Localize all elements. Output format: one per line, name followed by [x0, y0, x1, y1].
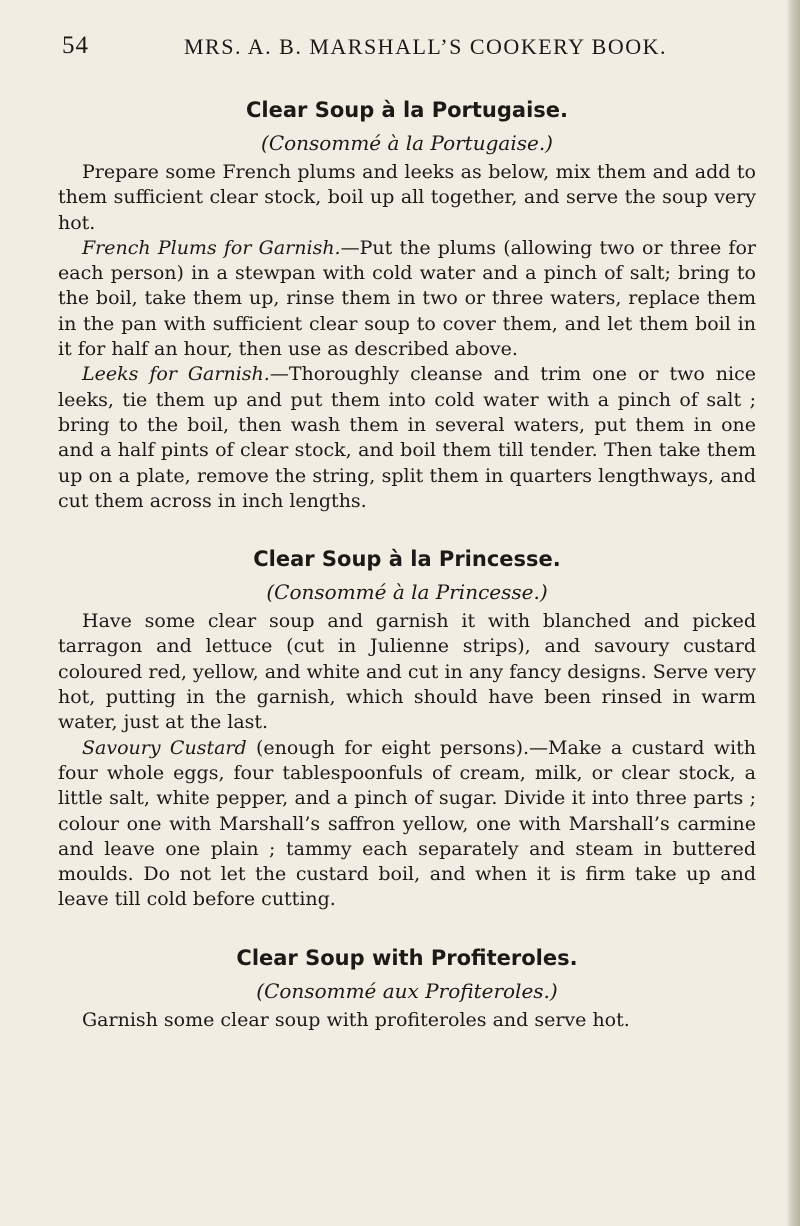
paragraph-text: (enough for eight persons).—Make a custard with four whole eggs, four tablespoonfuls of cream, milk, or clear stock, a little salt, white pepper, and a pinch of sugar. Divide it into three parts ; colour one with Marshall’s saffron yellow, one with Marshall’s carmine and leave one plain ; tammy each separately and steam in buttered moulds. Do not let the custard boil, and when it is firm take up and leave till cold before cutting. — [58, 736, 756, 911]
paragraph-text: —Put the plums (allowing two or three for each person) in a stewpan with cold water and a pinch of salt; bring to the boil, take them up, rinse them in two or three waters, replace them in the pan with sufficient clear soup to cover them, and let them boil in it for half an hour, then use as described above. — [58, 236, 756, 361]
recipe-paragraph — [58, 236, 756, 362]
page-content — [58, 96, 756, 1033]
recipe-title: Clear Soup with Profiteroles. — [236, 945, 578, 970]
recipe-portugaise — [58, 96, 756, 514]
recipe-paragraph — [58, 362, 756, 514]
recipe-paragraph — [58, 1008, 756, 1033]
section-gap — [58, 913, 756, 944]
recipe-paragraph — [58, 736, 756, 913]
paragraph-text: —Thoroughly cleanse and trim one or two nice leeks, tie them up and put them into cold water with a pinch of salt ; bring to the boil, then wash them in several waters, put them in one and a half pints of clear stock, and boil them till tender. Then take them up on a plate, remove the string, split them in quarters lengthways, and cut them across in inch lengths. — [58, 363, 756, 512]
recipe-subtitle: (Consommé à la Portugaise.) — [261, 131, 553, 155]
page-edge-shadow — [786, 0, 800, 1226]
recipe-subtitle: (Consommé à la Princesse.) — [266, 580, 548, 605]
recipe-paragraph — [58, 609, 756, 735]
recipe-princesse — [58, 545, 756, 913]
recipe-title: Clear Soup à la Princesse. — [253, 547, 561, 572]
page-number: 54 — [62, 32, 89, 59]
recipe-title: Clear Soup à la Portugaise. — [246, 98, 568, 122]
running-title: MRS. A. B. MARSHALL’S COOKERY BOOK. — [184, 34, 668, 59]
paragraph-text: Garnish some clear soup with profiteroles and serve hot. — [82, 1008, 630, 1031]
recipe-paragraph — [58, 160, 756, 236]
running-head — [62, 32, 752, 72]
paragraph-text: Have some clear soup and garnish it with blanched and picked tarragon and lettuce (cut in Julienne strips), and savoury custard coloured red, yellow, and white and cut in any fancy designs. Serve very hot, putting in the garnish, which should have been rinsed in warm water, just at the last. — [58, 610, 756, 734]
paragraph-lead: Leeks for Garnish. — [82, 363, 270, 386]
section-gap — [58, 514, 756, 545]
paragraph-lead: French Plums for Garnish. — [82, 236, 341, 259]
recipe-profiteroles — [58, 944, 756, 1033]
paragraph-text: Prepare some French plums and leeks as below, mix them and add to them sufficient clear stock, boil up all together, and serve the soup very hot. — [58, 161, 756, 234]
paragraph-lead: Savoury Custard — [82, 736, 247, 759]
recipe-subtitle: (Consommé aux Profiteroles.) — [256, 978, 558, 1003]
